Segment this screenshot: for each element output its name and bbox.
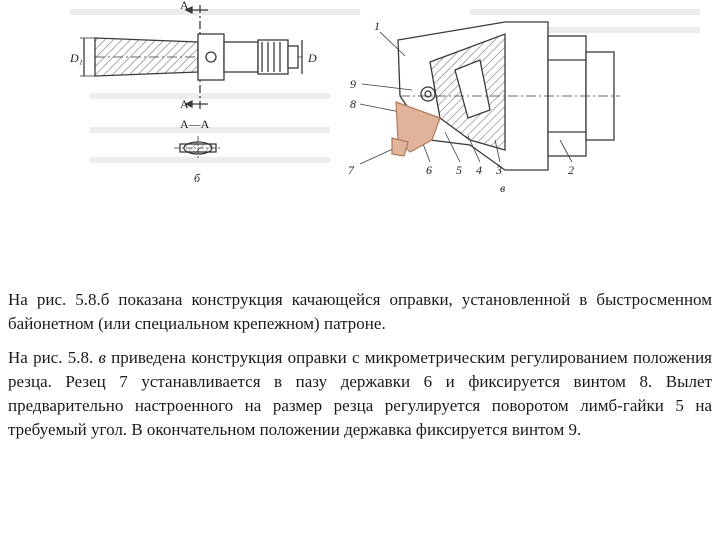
section-aa-label: A—A (180, 117, 210, 131)
callout-7: 7 (348, 163, 354, 177)
subfigure-v-label: в (500, 181, 506, 195)
callout-4: 4 (476, 163, 482, 177)
subfigure-b-label: б (194, 171, 201, 185)
paragraph-2-figure-ref: в (98, 348, 106, 367)
technical-drawing (0, 0, 720, 210)
paragraph-2-lead: На рис. 5.8. (8, 348, 94, 367)
paragraph-2 (8, 346, 712, 442)
bayonet-arbor-drawing (80, 5, 305, 160)
dim-d1-label: D₁ (70, 51, 83, 65)
paragraph-1: На рис. 5.8.б показана конструкция качающейся оправки, установленной в быстросменном байонетном (или специальном крепежном) патроне. (8, 290, 712, 333)
paragraph-2-body: приведена конструкция оправки с микрометрическим регулированием положения резца. Резец 7 устанавливается в пазу державки 6 и фиксируется винтом 8. Вылет предварительно настроенного на размер резца регулируется поворотом лимб-гайки 5 на требуемый угол. В окончательном положении державка фиксируется винтом 9. (8, 348, 713, 439)
callout-9: 9 (350, 77, 356, 91)
body-text (8, 288, 712, 452)
callout-1: 1 (374, 19, 380, 33)
section-mark-bottom: A (180, 97, 189, 111)
callout-6: 6 (426, 163, 432, 177)
callout-8: 8 (350, 97, 356, 111)
callout-3: 3 (496, 163, 502, 177)
callout-5: 5 (456, 163, 462, 177)
dim-d-label: D (308, 51, 317, 65)
section-mark-top: A (180, 0, 189, 12)
callout-2: 2 (568, 163, 574, 177)
